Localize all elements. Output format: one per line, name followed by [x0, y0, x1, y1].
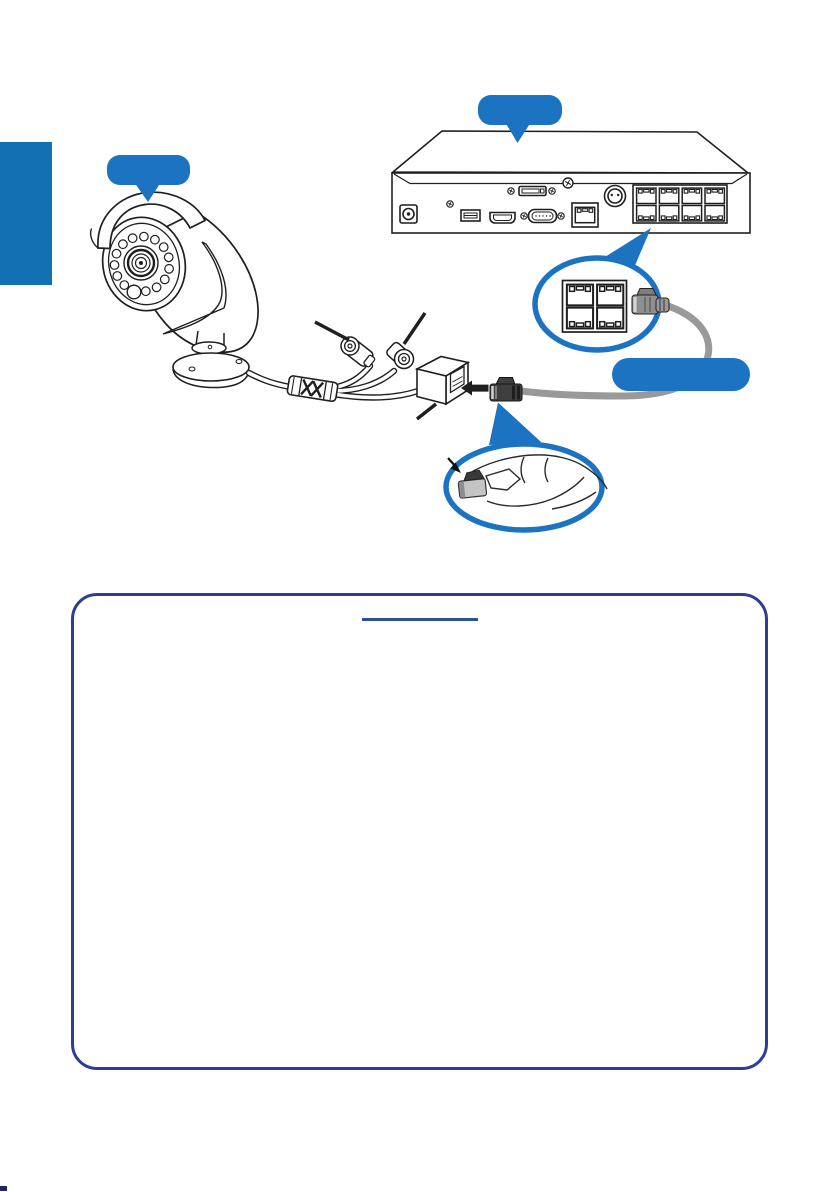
weatherproof-gland [287, 375, 338, 401]
camera-callout-bubble [107, 155, 190, 202]
note-title-wrap [74, 598, 765, 626]
nvr-top-face [393, 131, 748, 173]
clip-detail-pointer-wedge [489, 403, 541, 446]
camera-cable-rj45-plug [490, 378, 522, 402]
connector-leader-lines [315, 313, 436, 419]
leader-line [404, 313, 425, 344]
leader-line [417, 404, 436, 419]
note-body [74, 626, 765, 654]
poe-detail-ports [563, 281, 627, 333]
screw-icon [447, 201, 453, 207]
nvr-illustration [392, 131, 750, 233]
camera-illustration [91, 192, 258, 387]
note-box [71, 593, 768, 1070]
note-title [362, 598, 478, 621]
screw-icon [508, 188, 514, 194]
leader-line [315, 322, 349, 340]
cable-callout-pill [612, 358, 750, 391]
screw-icon [563, 178, 573, 188]
audio-pigtail-connector [385, 341, 413, 368]
lan-port [572, 203, 598, 227]
page-corner-mark [0, 1186, 7, 1191]
camera-lens [124, 246, 158, 280]
installation-diagram [0, 0, 840, 560]
camera-rj45-jack [417, 357, 468, 405]
screw-icon [549, 188, 555, 194]
power-pigtail-connector [341, 337, 375, 368]
